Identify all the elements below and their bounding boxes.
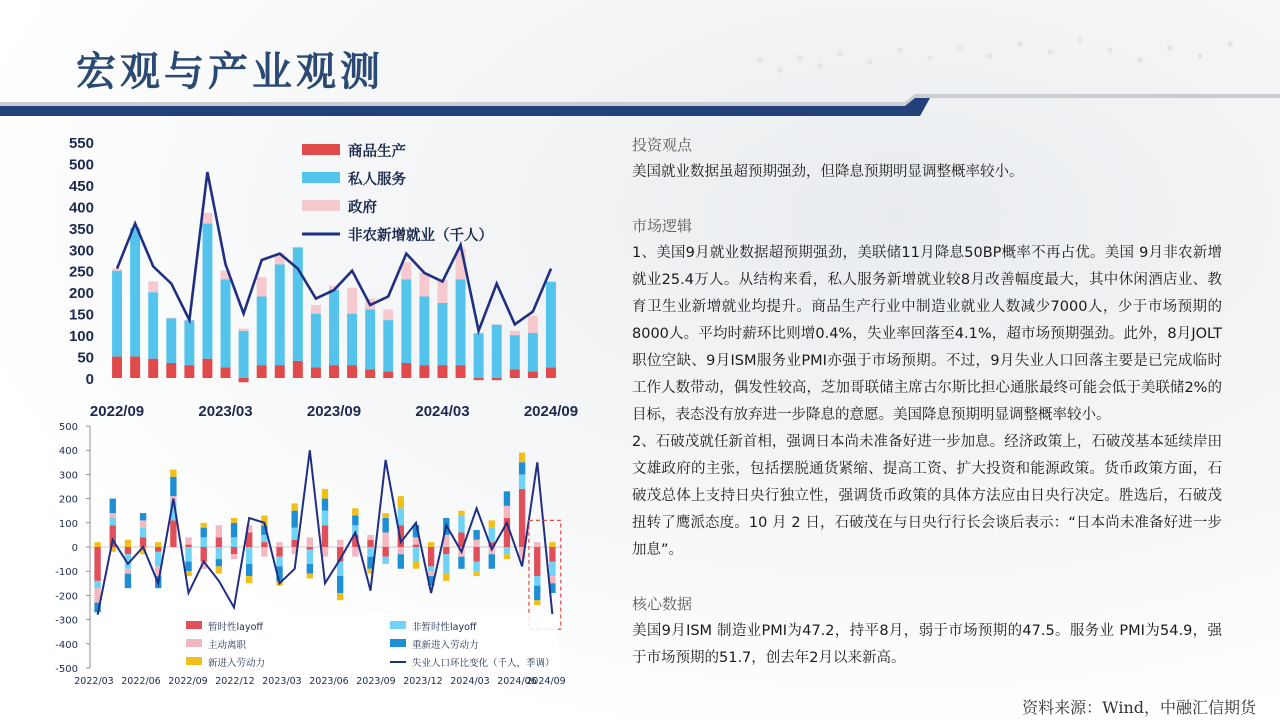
y-tick-label: 100 [58,518,78,530]
bar-nontemp-layoff [140,528,146,538]
bar-goods [510,369,520,378]
legend-swatch [186,639,202,647]
bar-job-leavers [125,569,131,574]
bar-reentrants [382,518,388,533]
bar-reentrants [125,574,131,589]
bar-new-entrants [519,453,525,463]
section-title-investment-view: 投资观点 [632,136,693,154]
bar-temp-layoff [382,547,388,557]
unemployment-change-chart [55,418,580,690]
bar-services [184,320,194,365]
bar-goods [275,365,285,378]
bar-nontemp-layoff [549,562,555,577]
bar-gov [202,213,212,224]
bar-gov [166,318,176,319]
bar-new-entrants [94,542,100,547]
bar-temp-layoff [201,547,207,562]
bar-new-entrants [246,576,252,583]
bar-gov [112,269,122,271]
legend-swatch [186,657,202,665]
y-tick-label: 400 [68,199,94,217]
bar-reentrants [398,554,404,569]
bar-reentrants [170,477,176,496]
bar-goods [546,367,556,378]
section-title-market-logic: 市场逻辑 [632,217,693,235]
bar-services [202,224,212,359]
bar-nontemp-layoff [367,547,373,557]
bar-nontemp-layoff [443,554,449,573]
bar-new-entrants [549,542,555,547]
bar-nontemp-layoff [398,508,404,525]
bar-new-entrants [216,566,222,573]
legend-swatch [390,639,406,647]
bar-services [401,279,411,363]
bar-job-leavers [231,554,237,559]
bar-services [239,331,249,378]
bar-reentrants [352,516,358,526]
bar-job-leavers [428,571,434,576]
bar-services [510,335,520,369]
bar-nontemp-layoff [276,557,282,567]
bar-gov [546,281,556,282]
bar-reentrants [216,559,222,566]
bar-job-leavers [337,540,343,547]
x-tick-label: 2022/06 [121,676,161,687]
bar-new-entrants [428,542,434,547]
bar-temp-layoff [413,545,419,547]
bar-reentrants [231,523,237,538]
y-tick-label: 150 [68,306,94,324]
bar-nontemp-layoff [261,535,267,542]
bar-job-leavers [398,547,404,554]
legend-label: 新进入劳动力 [208,658,266,669]
bar-gov [492,324,502,325]
bar-gov [419,273,429,297]
bar-temp-layoff [170,520,176,547]
bar-nontemp-layoff [246,547,252,564]
legend-swatch [302,172,340,183]
market-logic-paragraph-1: 1、美国9月就业数据超预期强劲，美联储11月降息50BP概率不再占优。美国 9月非农新增就业25.4万人。从结构来看，私人服务新增就业较8月改善幅度最大，其中休闲酒店业、教育卫生业新增就业均提升。商品生产行业中制造业就业人数减少7000人，少于市场预期的8000人。平均时薪环比则增0.4%，失业率回落至4.1%，超市场预期强劲。此外，8月JOLT职位空缺、9月ISM服务业PMI亦强于市场预期。不过，9月失业人口回落主要是已完成临时工作人数带动，偶发性较高，芝加哥联储主席古尔斯比担心通胀最终可能会低于美联储2%的目标，表态没有放弃进一步降息的意愿。美国降息预期明显调整概率较小。 [632,245,1222,423]
bar-job-leavers [473,540,479,547]
y-tick-label: 200 [58,494,78,506]
bar-services [275,264,285,365]
bar-services [474,333,484,378]
bar-job-leavers [185,537,191,544]
bar-reentrants [201,528,207,538]
bar-goods [419,365,429,378]
legend-label: 主动离职 [208,640,247,651]
bar-job-leavers [534,542,540,547]
bar-reentrants [504,491,510,506]
legend-label: 失业人口环比变化（千人，季调） [412,658,555,669]
y-tick-label: 500 [68,156,94,174]
bar-nontemp-layoff [185,547,191,562]
y-tick-label: 300 [58,470,78,482]
bar-nontemp-layoff [231,537,237,547]
bar-job-leavers [549,576,555,583]
bar-gov [383,309,393,320]
bar-goods [474,378,484,380]
x-tick-label: 2023/06 [309,676,349,687]
bar-temp-layoff [473,547,479,562]
x-tick-label: 2024/03 [450,676,490,687]
nonfarm-payroll-chart [60,128,580,420]
bar-job-leavers [276,542,282,547]
bar-job-leavers [110,513,116,518]
legend-swatch [186,621,202,629]
bar-nontemp-layoff [291,528,297,540]
bar-goods [257,365,267,378]
bar-services [221,279,231,367]
bar-services [528,333,538,372]
bar-temp-layoff [185,545,191,547]
legend-label: 商品生产 [348,144,406,160]
bar-goods [311,367,321,378]
y-tick-label: -400 [55,639,78,651]
bar-job-leavers [140,520,146,527]
bar-nontemp-layoff [473,562,479,572]
y-tick-label: 500 [58,422,78,433]
bar-new-entrants [337,593,343,600]
x-tick-label: 2022/12 [215,676,255,687]
bar-reentrants [322,499,328,511]
x-tick-label: 2023/09 [306,403,362,420]
bar-nontemp-layoff [307,549,313,564]
bar-temp-layoff [428,547,434,566]
bar-nontemp-layoff [94,581,100,588]
x-tick-label: 2024/03 [415,403,470,420]
bar-nontemp-layoff [504,547,510,554]
bar-nontemp-layoff [428,566,434,571]
bar-services [438,303,448,365]
legend-swatch [302,144,340,155]
bar-new-entrants [489,520,495,527]
bar-nontemp-layoff [155,552,161,567]
commentary-column [632,132,1222,672]
bar-temp-layoff [231,547,237,554]
bar-nontemp-layoff [413,547,419,562]
investment-view-text: 美国就业数据虽超预期强劲，但降息预期明显调整概率较小。 [632,164,1024,180]
y-tick-label: 0 [85,371,94,388]
bar-new-entrants [155,542,161,547]
bar-new-entrants [413,562,419,569]
y-tick-label: -500 [55,664,78,675]
bar-nontemp-layoff [110,518,116,525]
bar-new-entrants [458,511,464,516]
bar-reentrants [246,564,252,576]
bar-new-entrants [307,574,313,579]
bar-gov [148,281,158,292]
bar-temp-layoff [125,547,131,554]
bar-services [546,281,556,367]
bar-nontemp-layoff [489,528,495,543]
x-tick-label: 2022/09 [89,403,145,420]
bar-new-entrants [473,571,479,576]
y-tick-label: 50 [77,349,94,367]
bar-new-entrants [382,513,388,518]
bar-goods [221,367,231,378]
legend-label: 政府 [348,200,377,216]
x-tick-label: 2024/09 [523,403,579,420]
y-tick-label: 350 [68,220,94,238]
bar-goods [166,363,176,378]
bar-nontemp-layoff [382,557,388,564]
bar-gov [257,277,267,296]
bar-new-entrants [322,489,328,499]
bar-reentrants [291,511,297,528]
bar-nontemp-layoff [322,511,328,526]
bar-goods [112,357,122,378]
bar-goods [347,365,357,378]
bar-temp-layoff [534,547,540,576]
bar-reentrants [307,564,313,574]
bar-services [112,271,122,357]
y-tick-label: 300 [68,242,94,260]
y-tick-label: 400 [58,446,78,458]
bar-gov [311,305,321,314]
y-tick-label: 100 [68,328,94,346]
bar-goods [148,359,158,378]
section-title-core-data: 核心数据 [632,595,693,613]
bar-services [456,279,466,365]
bar-gov [130,228,140,229]
y-tick-label: -300 [55,615,78,627]
bar-services [383,320,393,371]
y-tick-label: 0 [71,543,78,554]
bar-temp-layoff [549,547,555,562]
bar-gov [347,288,357,314]
core-data-text: 美国9月ISM 制造业PMI为47.2，持平8月，弱于市场预期的47.5。服务业 PMI为54.9，强于市场预期的51.7，创去年2月以来新高。 [632,623,1222,666]
bar-gov [293,247,303,248]
bar-temp-layoff [216,537,222,547]
bar-reentrants [458,557,464,569]
bar-services [365,309,375,369]
y-tick-label: 200 [68,285,94,303]
bar-goods [130,357,140,378]
bar-nontemp-layoff [201,537,207,547]
bar-goods [202,359,212,378]
bar-services [311,314,321,368]
x-tick-label: 2023/03 [262,676,302,687]
bar-goods [528,372,538,378]
bar-job-leavers [504,506,510,518]
bar-services [347,314,357,365]
header-band [0,94,1280,116]
bar-reentrants [337,576,343,593]
bar-goods [329,365,339,378]
bar-services [257,296,267,365]
source-note: 资料来源：Wind，中融汇信期货 [1022,698,1256,717]
market-logic-paragraph-2: 2、石破茂就任新首相，强调日本尚未准备好进一步加息。经济政策上，石破茂基本延续岸田文雄政府的主张，包括摆脱通货紧缩、提高工资、扩大投资和能源政策。货币政策方面，石破茂总体上支持日央行独立性，强调货币政策的具体方法应由日央行决定。胜选后，石破茂扭转了鹰派态度。10 月 2 日，石破茂在与日央行行长会谈后表示：“日本尚未准备好进一步加息”。 [632,434,1222,558]
legend-label: 暂时性layoff [208,622,263,633]
bar-temp-layoff [261,542,267,547]
legend-swatch [302,200,340,211]
bar-job-leavers [352,547,358,557]
x-tick-label: 2023/09 [356,676,396,687]
bar-reentrants [110,499,116,514]
bar-job-leavers [413,537,419,544]
page-title: 宏观与产业观测 [76,48,384,95]
bar-job-leavers [216,525,222,537]
bar-reentrants [140,513,146,520]
legend-label: 非农新增就业（千人） [348,228,493,244]
legend-swatch [390,621,406,629]
x-tick-label: 2024/09 [526,676,566,687]
bar-new-entrants [504,554,510,559]
bar-nontemp-layoff [458,516,464,533]
bar-services [492,324,502,378]
bar-goods [438,365,448,378]
bar-new-entrants [443,574,449,581]
bar-new-entrants [398,496,404,508]
bar-services [166,318,176,363]
bar-goods [239,378,249,382]
x-tick-label: 2023/03 [198,403,253,420]
bar-nontemp-layoff [534,576,540,586]
bar-nontemp-layoff [216,547,222,559]
bar-new-entrants [352,508,358,515]
bar-services [419,296,429,365]
bar-goods [293,361,303,378]
legend-label: 重新进入劳动力 [412,640,479,651]
bar-services [148,292,158,359]
bar-new-entrants [534,600,540,605]
bar-gov [239,329,249,331]
x-tick-label: 2022/09 [168,676,208,687]
x-tick-label: 2023/12 [403,676,443,687]
bar-services [130,228,140,357]
y-tick-label: 450 [68,177,94,195]
bar-temp-layoff [443,547,449,554]
bar-new-entrants [231,518,237,523]
y-tick-label: -200 [55,591,78,603]
bar-new-entrants [125,540,131,547]
y-tick-label: -100 [55,567,78,579]
bar-gov [528,316,538,333]
bar-nontemp-layoff [519,474,525,489]
legend-label: 私人服务 [348,172,406,188]
bar-job-leavers [261,547,267,557]
bar-services [329,290,339,365]
bar-new-entrants [291,503,297,510]
bar-reentrants [519,462,525,474]
bar-reentrants [473,530,479,540]
bar-temp-layoff [322,525,328,547]
legend-label: 非暂时性layoff [412,622,477,633]
bar-goods [184,365,194,378]
x-tick-label: 2024/06 [497,676,537,687]
bar-goods [492,378,502,380]
bar-new-entrants [170,470,176,477]
bar-job-leavers [382,532,388,547]
bar-temp-layoff [155,547,161,552]
bar-goods [365,369,375,378]
bar-temp-layoff [519,489,525,547]
bar-goods [456,365,466,378]
bar-temp-layoff [307,547,313,549]
bar-temp-layoff [367,540,373,547]
y-tick-label: 550 [68,135,94,152]
x-tick-label: 2022/03 [74,676,114,687]
bar-new-entrants [201,523,207,528]
bar-goods [383,372,393,378]
bar-gov [510,331,520,335]
bar-reentrants [489,554,495,569]
bar-goods [401,363,411,378]
bar-job-leavers [367,535,373,540]
y-tick-label: 250 [68,263,94,281]
bar-temp-layoff [276,547,282,557]
bar-job-leavers [307,537,313,547]
bar-reentrants [534,586,540,601]
bar-reentrants [185,562,191,572]
bar-temp-layoff [94,547,100,581]
